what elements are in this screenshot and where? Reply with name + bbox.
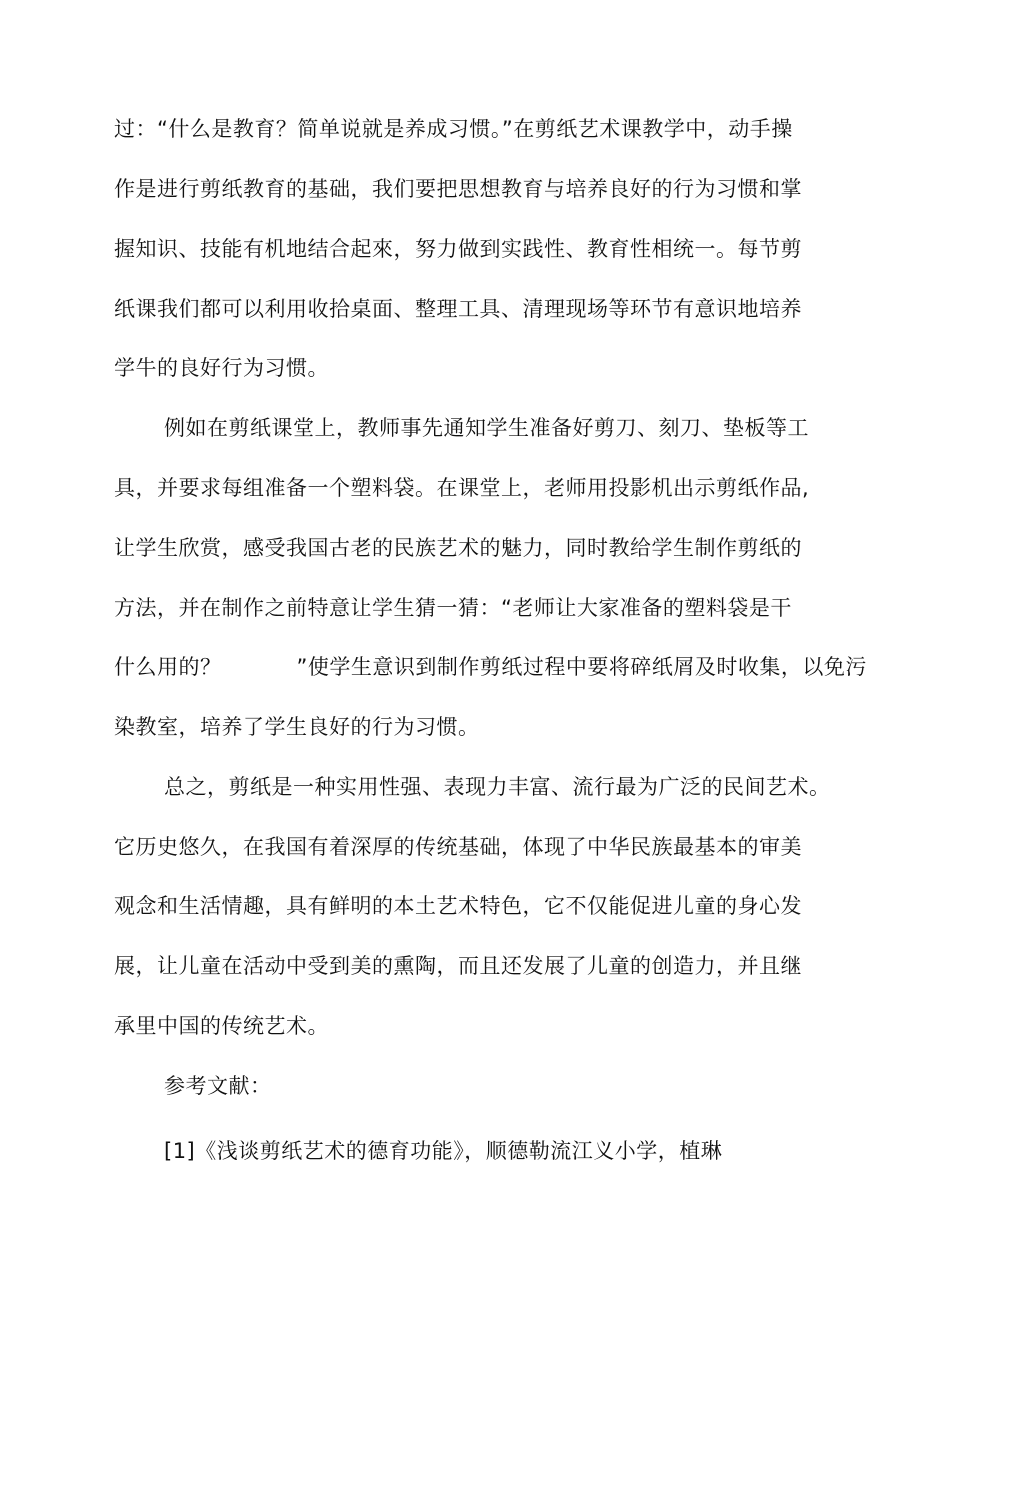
paragraph-1-line-2: 作是进行剪纸教育的基础，我们要把思想教育与培养良好的行为习惯和掌 [114, 177, 802, 201]
paragraph-2-line-6: 染教室，培养了学生良好的行为习惯。 [114, 715, 480, 739]
paragraph-3-line-4: 展，让儿童在活动中受到美的熏陶，而且还发展了儿童的创造力，并且继 [114, 954, 802, 978]
paragraph-3-line-5: 承里中国的传统艺术。 [114, 1014, 329, 1038]
paragraph-2-line-3: 让学生欣赏，感受我国古老的民族艺术的魅力，同时教给学生制作剪纸的 [114, 536, 802, 560]
paragraph-2-line-4: 方法，并在制作之前特意让学生猜一猜：“老师让大家准备的塑料袋是干 [114, 596, 792, 620]
reference-item-1: [1]《浅谈剪纸艺术的德育功能》，顺德勒流江义小学，植琳 [164, 1139, 723, 1163]
paragraph-2-line-1: 例如在剪纸课堂上，教师事先通知学生准备好剪刀、刻刀、垫板等工 [164, 416, 809, 440]
paragraph-3-line-2: 它历史悠久，在我国有着深厚的传统基础，体现了中华民族最基本的审美 [114, 835, 802, 859]
paragraph-1-line-1: 过：“什么是教育？简单说就是养成习惯。”在剪纸艺术课教学中，动手操 [114, 117, 793, 141]
paragraph-1-line-5: 学牛的良好行为习惯。 [114, 356, 329, 380]
paragraph-2-line-2: 具，并要求每组准备一个塑料袋。在课堂上，老师用投影机出示剪纸作品, [114, 476, 810, 500]
paragraph-2-line-5-end: ”使学生意识到制作剪纸过程中要将碎纸屑及时收集，以免污 [296, 655, 867, 679]
paragraph-3-line-3: 观念和生活情趣，具有鲜明的本土艺术特色，它不仅能促进儿童的身心发 [114, 894, 802, 918]
paragraph-3-line-1: 总之，剪纸是一种实用性强、表现力丰富、流行最为广泛的民间艺术。 [164, 775, 831, 799]
paragraph-2-line-5 [114, 652, 867, 682]
paragraph-1-line-3: 握知识、技能有机地结合起來，努力做到实践性、教育性相统一。每节剪 [114, 237, 802, 261]
references-heading: 参考文献： [164, 1074, 272, 1098]
paragraph-1-line-4: 纸课我们都可以利用收拾桌面、整理工具、清理现场等环节有意识地培养 [114, 297, 802, 321]
paragraph-2-line-5-start: 什么用的？ [114, 655, 222, 679]
